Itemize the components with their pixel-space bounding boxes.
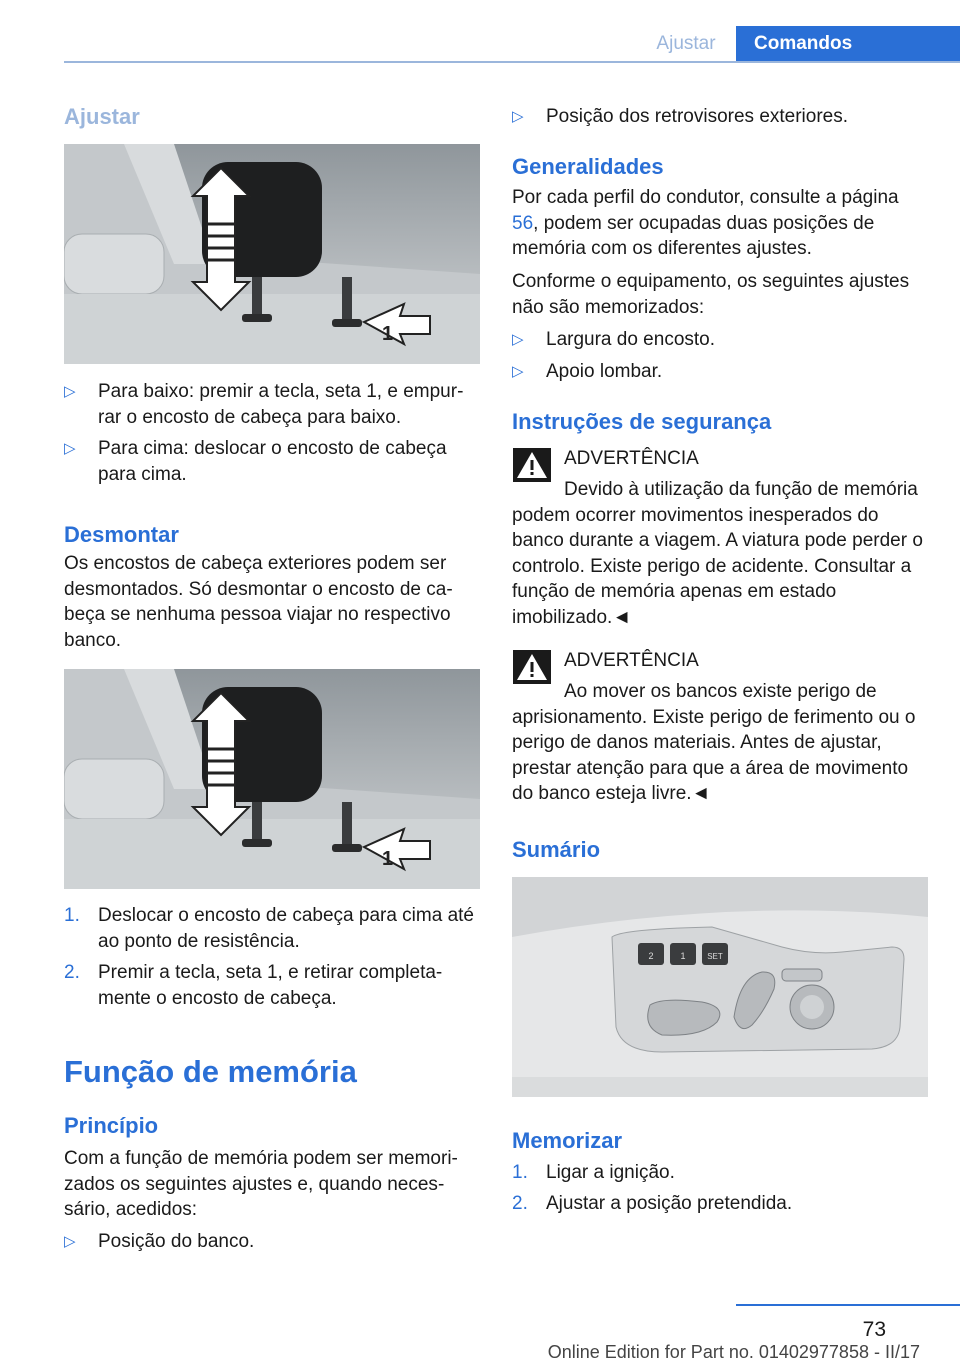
list-item: ▷ Apoio lombar.: [512, 361, 663, 382]
list-item: 1. Ligar a ignição.: [512, 1162, 675, 1183]
headrest-image-2: [64, 669, 480, 889]
heading-generalidades: Generalidades: [512, 154, 664, 179]
heading-funcao-memoria: Função de memória: [64, 1054, 357, 1089]
arrow-label: 1: [382, 323, 394, 345]
list-item: ▷ Posição do banco.: [64, 1231, 255, 1252]
tab-comandos[interactable]: Comandos: [736, 26, 960, 62]
heading-seguranca: Instruções de segurança: [512, 409, 772, 434]
footer-rule: [736, 1304, 960, 1306]
heading-principio: Princípio: [64, 1113, 159, 1138]
paragraph-generalidades: Por cada perfil do condutor, consulte a página 56, podem ser ocupadas duas posições de memória com os diferentes ajustes.: [512, 187, 899, 259]
paragraph-principio: Com a função de memória podem ser memorizados os seguintes ajustes e, quando necessário, acedidos:: [64, 1148, 458, 1220]
list-item: 2. Premir a tecla, seta 1, e retirar completamente o encosto de cabeça.: [64, 962, 443, 1009]
memory-button-2: 2: [648, 951, 654, 961]
tab-ajustar[interactable]: Ajustar: [656, 33, 716, 54]
list-item: ▷ Largura do encosto.: [512, 329, 716, 350]
header-rule: [64, 61, 960, 63]
paragraph-desmontar: Os encostos de cabeça exteriores podem ser desmontados. Só desmontar o encosto de cabeça se nenhuma pessoa viajar no respectivo banco.: [64, 553, 453, 651]
paragraph-equipamento: Conforme o equipamento, os seguintes ajustes não são memorizados:: [512, 271, 910, 318]
list-item: ▷ Para baixo: premir a tecla, seta 1, e empurrar o encosto de cabeça para baixo.: [64, 381, 464, 428]
list-item: 1. Deslocar o encosto de cabeça para cima até ao ponto de resistência.: [64, 905, 474, 952]
heading-ajustar: Ajustar: [64, 104, 140, 129]
warning-title: ADVERTÊNCIA: [564, 650, 699, 671]
memory-button-1: 1: [680, 951, 686, 961]
list-item: 2. Ajustar a posição pretendida.: [512, 1193, 793, 1214]
warning-text: Ao mover os bancos existe perigo de aprisionamento. Existe perigo de ferimento ou o perigo de danos materiais. Antes de ajustar, prestar atenção para que a área de movimento do banco esteja livre.◄: [512, 681, 916, 804]
page-link[interactable]: 56: [512, 212, 534, 234]
page-number: 73: [862, 1318, 886, 1341]
heading-memorizar: Memorizar: [512, 1128, 623, 1153]
arrow-label: 1: [382, 848, 394, 870]
heading-desmontar: Desmontar: [64, 522, 179, 547]
headrest-image-1: [64, 144, 480, 364]
warning-text: Devido à utilização da função de memória podem ocorrer movimentos inesperados do banco durante a viagem. A viatura pode perder o controlo. Existe perigo de acidente. Consultar a função de memória apenas em estado imobilizado.◄: [512, 479, 923, 628]
warning-title: ADVERTÊNCIA: [564, 448, 699, 469]
edition-footer: Online Edition for Part no. 01402977858 - II/17: [547, 1342, 920, 1362]
seat-controls-image: [512, 877, 928, 1097]
list-item: ▷ Posição dos retrovisores exteriores.: [512, 106, 849, 127]
heading-sumario: Sumário: [512, 837, 601, 862]
memory-set-button: SET: [707, 952, 723, 961]
list-item: ▷ Para cima: deslocar o encosto de cabeça para cima.: [64, 438, 447, 485]
